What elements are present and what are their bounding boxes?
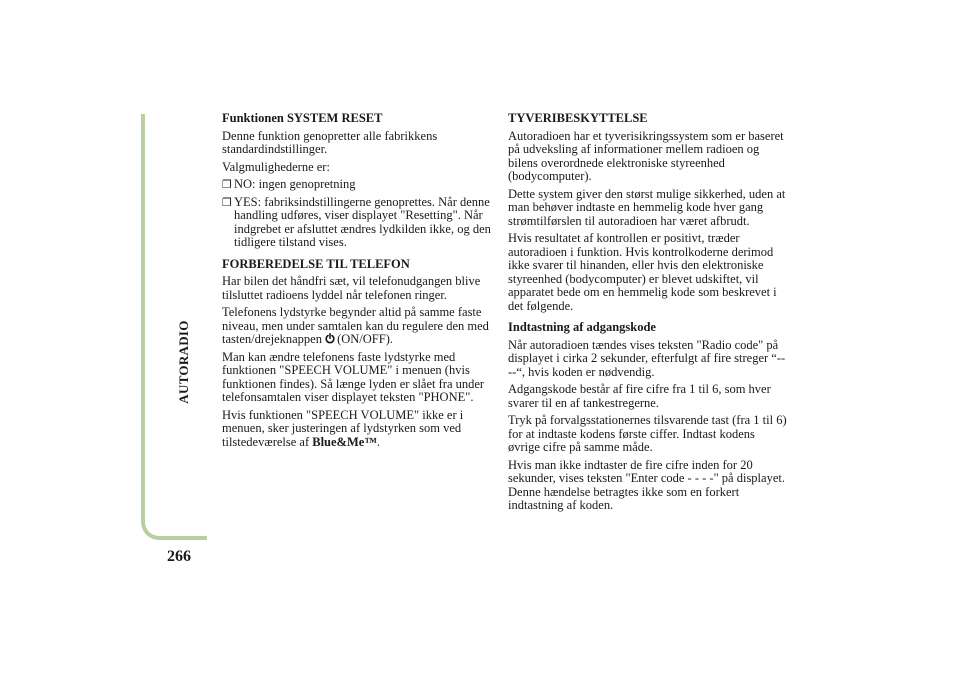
theft-paragraph-2: Dette system giver den størst mulige sikkerhed, uden at man behøver indtaste en hemmelig kode hver gang strømtilførslen til autoradioen har været afbrudt. — [508, 186, 786, 228]
phone-on-off-label: (ON/OFF). — [337, 332, 394, 346]
phone-paragraph-2-text: Telefonens lydstyrke begynder altid på samme faste niveau, men under samtalen kan du regulere den med tasten/drejeknappen — [222, 305, 489, 346]
page-number: 266 — [167, 548, 191, 565]
option-yes-text: YES: fabriksindstillingerne genoprettes. Når denne handling udføres, viser displayet "Resetting". Når indgrebet er afsluttet ændres lydkilden ikke, og den tidligere tilstand vises. — [234, 194, 491, 249]
theft-paragraph-1: Autoradioen har et tyverisikringssystem som er baseret på udveksling af informationer mellem radioen og bilens overordnede elektroniske styreenhed (bodycomputer). — [508, 128, 784, 183]
phone-paragraph-4-text: Hvis funktionen "SPEECH VOLUME" ikke er i menuen, sker justeringen af lydstyrken som ved tilstedeværelse af — [222, 407, 464, 449]
checkbox-square-icon: ❐ — [222, 195, 232, 209]
code-paragraph-1: Når autoradioen tændes vises teksten "Radio code" på displayet i cirka 2 sekunder, efterfulgt af fire streger “----“, hvis koden er nødvendig. — [508, 337, 786, 379]
phone-paragraph-3: Man kan ændre telefonens faste lydstyrke med funktionen "SPEECH VOLUME" i menuen (hvis funktionen findes). Så længe lyden er slået fra under telefonsamtalen viser displayet teksten "PHONE". — [222, 349, 485, 404]
list-item — [222, 178, 494, 192]
theft-paragraph-3: Hvis resultatet af kontrollen er positivt, træder autoradioen i funktion. Hvis kontrolkoderne derimod ikke svarer til hinanden, eller hvis den elektroniske styreenhed (bodycomputer) er blevet udskiftet, vil apparatet bede om en hemmelig kode som beskrevet i det følgende. — [508, 231, 777, 313]
system-reset-heading: Funktionen SYSTEM RESET — [222, 111, 383, 125]
phone-paragraph-2 — [222, 306, 494, 347]
period: . — [376, 434, 380, 449]
option-no-text: NO: ingen genopretning — [234, 177, 356, 191]
code-entry-heading: Indtastning af adgangskode — [508, 320, 656, 334]
system-reset-description: Denne funktion genopretter alle fabrikkens standardindstillinger. — [222, 128, 438, 156]
page-margin-frame — [141, 114, 207, 540]
list-item — [222, 196, 494, 250]
code-paragraph-4: Hvis man ikke indtaster de fire cifre inden for 20 sekunder, vises teksten "Enter code - - - -" på displayet. Denne hændelse betragtes ikke som en forkert indtastning af koden. — [508, 457, 785, 512]
code-paragraph-3: Tryk på forvalgsstationernes tilsvarende tast (fra 1 til 6) for at indtaste kodens første ciffer. Indtast kodens øvrige cifre på samme måde. — [508, 413, 787, 454]
checkbox-square-icon: ❐ — [222, 178, 232, 191]
phone-paragraph-1: Har bilen det håndfri sæt, vil telefonudgangen blive tilsluttet radioens lyddel når telefonen ringer. — [222, 274, 481, 302]
brand-name: Blue&Me™ — [312, 434, 377, 449]
phone-heading: FORBEREDELSE TIL TELEFON — [222, 256, 410, 271]
right-column — [508, 112, 788, 517]
phone-paragraph-4 — [222, 409, 494, 450]
system-reset-options-intro: Valgmulighederne er: — [222, 159, 330, 174]
code-paragraph-2: Adgangskode består af fire cifre fra 1 til 6, som hver svarer til en af tankestregerne. — [508, 382, 771, 410]
power-icon — [325, 333, 335, 344]
theft-protection-heading: TYVERIBESKYTTELSE — [508, 111, 648, 125]
left-column — [222, 112, 494, 453]
section-side-label: AUTORADIO — [176, 320, 191, 404]
